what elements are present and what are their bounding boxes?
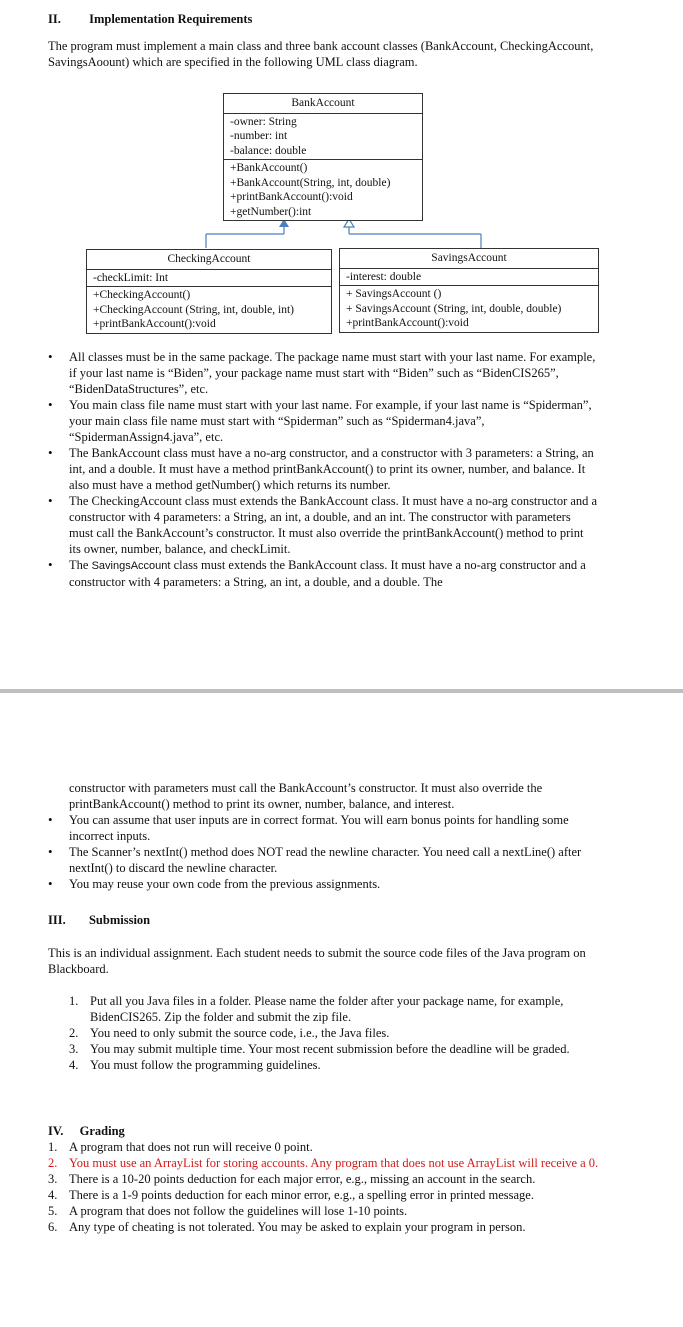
- section-2-intro: The program must implement a main class and three bank account classes (BankAccount, CheckingAccount, SavingsAoount) which are specified in the following UML class diagram.: [48, 39, 594, 69]
- list-item: 1. Put all you Java files in a folder. Please name the folder after your package name, for example, BidenCIS265. Zip the folder and submit the zip file.: [69, 994, 564, 1024]
- requirements-list: [48, 349, 598, 590]
- submission-steps: [69, 993, 599, 1073]
- list-item: 4. You must follow the programming guidelines.: [69, 1058, 321, 1072]
- uml-checkingaccount: [86, 249, 332, 334]
- section-2-title: Implementation Requirements: [89, 12, 253, 26]
- uml-method: +BankAccount(): [230, 162, 308, 174]
- list-item: • The Scanner’s nextInt() method does NOT read the newline character. You need call a nextLine() after nextInt() to discard the newline character.: [48, 844, 598, 876]
- uml-bankaccount-fields: [224, 114, 422, 161]
- uml-savingsaccount-fields: [340, 269, 598, 287]
- list-item: 2. You need to only submit the source code, i.e., the Java files.: [69, 1026, 390, 1040]
- uml-method: +printBankAccount():void: [93, 318, 216, 330]
- list-item: 5. A program that does not follow the guidelines will lose 1-10 points.: [48, 1204, 408, 1218]
- requirements-list-continued: [48, 812, 598, 892]
- list-item: • The SavingsAccount class must extends the BankAccount class. It must have a no-arg constructor and a constructor with 4 parameters: a String, an int, a double, and a double. The: [48, 557, 598, 590]
- list-item: 3. You may submit multiple time. Your most recent submission before the deadline will be graded.: [69, 1042, 570, 1056]
- uml-method: + SavingsAccount (String, int, double, double): [346, 302, 562, 315]
- uml-method: +getNumber():int: [230, 205, 312, 218]
- uml-method: +CheckingAccount(): [93, 289, 191, 301]
- uml-bankaccount: [223, 93, 423, 221]
- list-item: 3. There is a 10-20 points deduction for each major error, e.g., missing an account in the search.: [48, 1172, 536, 1186]
- section-3-number: III.: [48, 913, 66, 927]
- uml-field: -interest: double: [346, 270, 422, 283]
- uml-field: -balance: double: [230, 144, 307, 157]
- uml-method: +CheckingAccount (String, int, double, int): [93, 303, 294, 316]
- list-item: • You may reuse your own code from the previous assignments.: [48, 876, 598, 892]
- section-3-intro: This is an individual assignment. Each student needs to submit the source code files of the Java program on Blackboard.: [48, 946, 586, 976]
- list-item: • All classes must be in the same package. The package name must start with your last name. For example, if your last name is “Biden”, your package name must start with “Biden” such as “BidenCIS265”, “BidenDataStructures”, etc.: [48, 349, 598, 397]
- section-4-number: IV.: [48, 1124, 64, 1138]
- uml-method: + SavingsAccount (): [346, 288, 442, 300]
- uml-method: +BankAccount(String, int, double): [230, 176, 391, 189]
- list-item: 4. There is a 1-9 points deduction for each minor error, e.g., a spelling error in printed message.: [48, 1188, 534, 1202]
- uml-method: +printBankAccount():void: [346, 317, 469, 329]
- bullet-continuation: constructor with parameters must call the BankAccount’s constructor. It must also override the printBankAccount() method to print its owner, number, balance, and interest.: [69, 781, 543, 811]
- section-2-number: II.: [48, 12, 61, 26]
- uml-bankaccount-methods: [224, 160, 422, 220]
- uml-checkingaccount-methods: [87, 287, 331, 333]
- section-3-heading: [48, 912, 150, 928]
- uml-method: +printBankAccount():void: [230, 191, 353, 203]
- uml-savingsaccount-title: SavingsAccount: [340, 249, 598, 269]
- list-item: • The BankAccount class must have a no-arg constructor, and a constructor with 3 parameters: a String, an int, and a double. It must have a method printBankAccount() to print its owner, number, and balance. It also must have a method getNumber() which returns its number.: [48, 445, 598, 493]
- section-4-title: Grading: [79, 1124, 125, 1138]
- uml-savingsaccount: [339, 248, 599, 333]
- list-item: • The CheckingAccount class must extends the BankAccount class. It must have a no-arg constructor and a constructor with 4 parameters: a String, an int, a double, and an int. The constructor with parameters must call the BankAccount’s constructor. It must also override the printBankAccount() method to print its owner, number, balance, and checkLimit.: [48, 493, 598, 557]
- uml-checkingaccount-title: CheckingAccount: [87, 250, 331, 270]
- list-item-highlighted: 2. You must use an ArrayList for storing accounts. Any program that does not use ArrayList will receive a 0.: [48, 1156, 599, 1170]
- uml-checkingaccount-fields: [87, 270, 331, 288]
- list-item: 6. Any type of cheating is not tolerated. You may be asked to explain your program in person.: [48, 1220, 526, 1234]
- uml-bankaccount-title: BankAccount: [224, 94, 422, 114]
- section-3-title: Submission: [88, 913, 151, 927]
- grading-list: [48, 1139, 608, 1235]
- list-item: • You main class file name must start with your last name. For example, if your last name is “Spiderman”, your main class file name must start with “Spiderman” such as “Spiderman4.java”, “SpidermanAssign4.java”, etc.: [48, 397, 598, 445]
- section-4-heading: [48, 1123, 125, 1139]
- uml-field: -checkLimit: Int: [93, 271, 169, 284]
- uml-savingsaccount-methods: [340, 286, 598, 332]
- uml-field: -number: int: [230, 130, 288, 142]
- page-divider: [0, 689, 683, 693]
- savings-class-name: SavingsAccount: [91, 560, 171, 572]
- list-item: 1. A program that does not run will receive 0 point.: [48, 1140, 313, 1154]
- uml-field: -owner: String: [230, 115, 297, 128]
- list-item: • You can assume that user inputs are in correct format. You will earn bonus points for handling some incorrect inputs.: [48, 812, 598, 844]
